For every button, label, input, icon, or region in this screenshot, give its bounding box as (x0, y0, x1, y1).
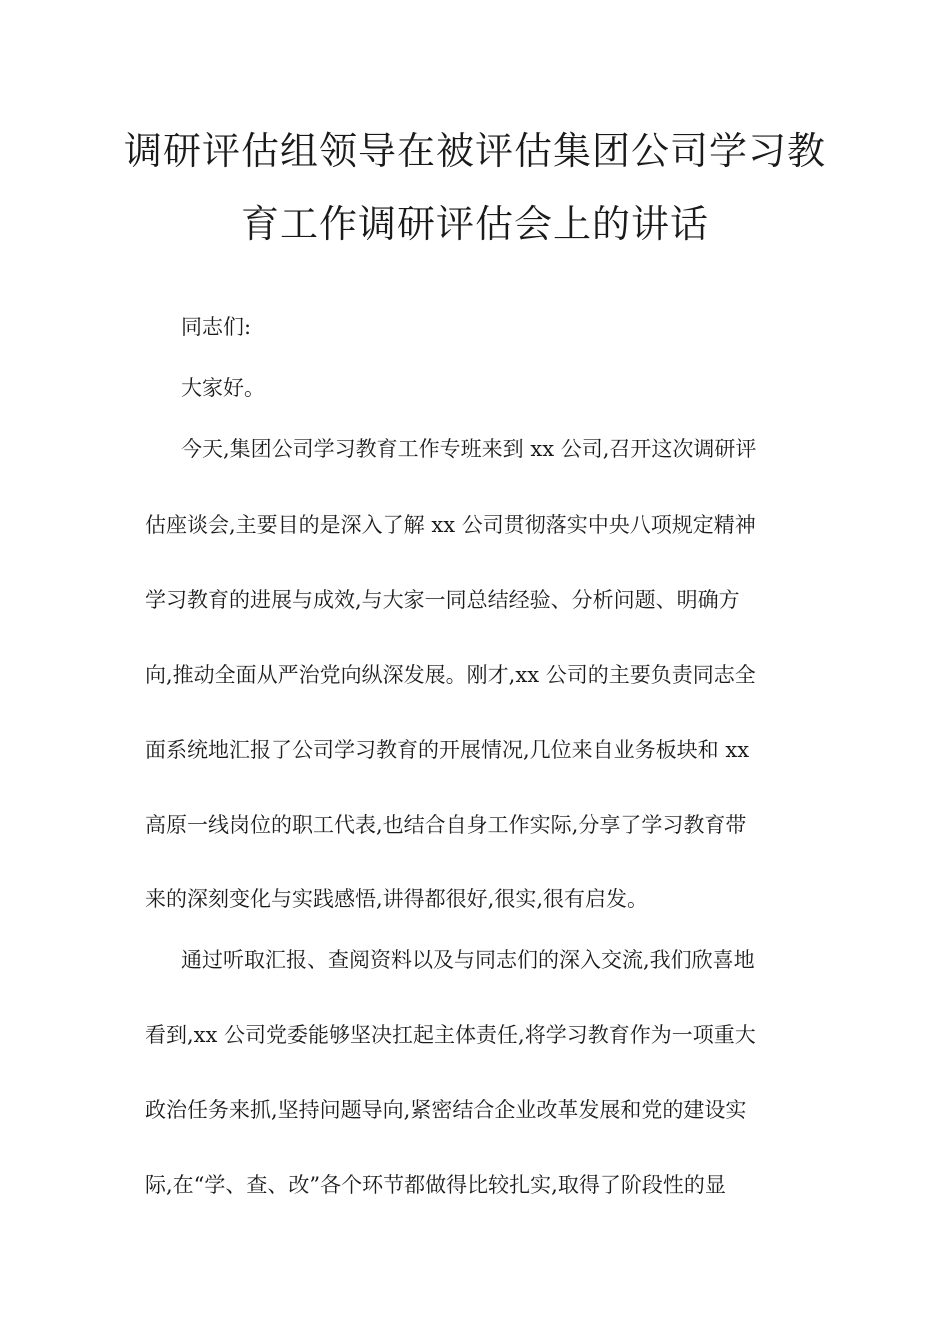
paragraph-1-line-1: 今天,集团公司学习教育工作专班来到 xx 公司,召开这次调研评 (181, 437, 757, 461)
paragraph-1-line-3: 学习教育的进展与成效,与大家一同总结经验、分析问题、明确方 (145, 588, 740, 612)
paragraph-1-line-7: 来的深刻变化与实践感悟,讲得都很好,很实,很有启发。 (145, 887, 649, 911)
paragraph-1-line-4: 向,推动全面从严治党向纵深发展。刚才,xx 公司的主要负责同志全 (145, 663, 756, 687)
paragraph-2-line-3: 政治任务来抓,坚持问题导向,紧密结合企业改革发展和党的建设实 (145, 1098, 747, 1122)
paragraph-2-line-4: 际,在“学、查、改”各个环节都做得比较扎实,取得了阶段性的显 (145, 1173, 726, 1197)
document-title-line-1: 调研评估组领导在被评估集团公司学习教 (123, 129, 826, 173)
greeting: 大家好。 (181, 376, 265, 400)
paragraph-2-line-2: 看到,xx 公司党委能够坚决扛起主体责任,将学习教育作为一项重大 (145, 1023, 756, 1047)
paragraph-2-line-1: 通过听取汇报、查阅资料以及与同志们的深入交流,我们欣喜地 (181, 948, 755, 972)
paragraph-1-line-6: 高原一线岗位的职工代表,也结合自身工作实际,分享了学习教育带 (145, 813, 747, 837)
document-title-line-2: 育工作调研评估会上的讲话 (240, 202, 709, 246)
paragraph-1-line-2: 估座谈会,主要目的是深入了解 xx 公司贯彻落实中央八项规定精神 (145, 513, 756, 537)
salutation: 同志们: (181, 315, 252, 339)
paragraph-1-line-5: 面系统地汇报了公司学习教育的开展情况,几位来自业务板块和 xx (145, 738, 750, 762)
